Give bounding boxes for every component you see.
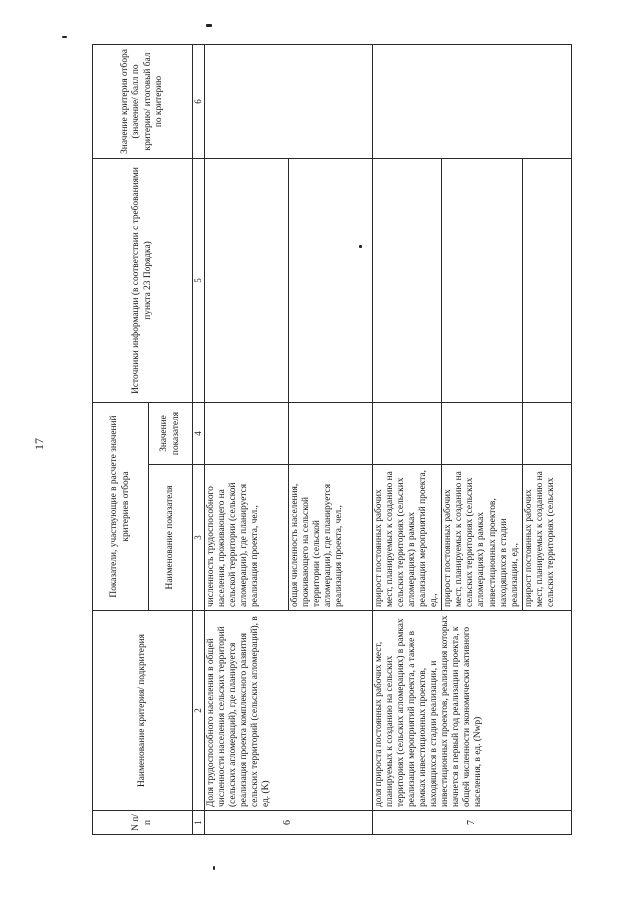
indicator-name-cell: прирост постоянных рабочих мест, планируемых к созданию на сельских территориях (сельских агломерациях) в рамках реализации мероприятий проекта, ед., <box>372 465 442 611</box>
column-number: 2 <box>193 611 205 811</box>
header-criterion-value: Значение критерия отбора (значение/ балл по критерию/ итоговый бал по критерию <box>93 45 193 159</box>
indicator-value-cell <box>442 403 523 465</box>
header-indicator-value: Значение показателя <box>149 403 193 465</box>
source-cell <box>204 159 288 403</box>
header-sources: Источники информации (в соответствии с требованиями пункта 23 Порядка) <box>93 159 193 403</box>
header-indicators-group: Показатели, участвующие в расчете значений критериев отбора <box>93 403 149 611</box>
source-cell <box>288 159 372 403</box>
header-criterion: Наименование критерия/ подкритерия <box>93 611 193 811</box>
indicator-name-cell: прирост постоянных рабочих мест, планируемых к созданию на сельских территориях (сельских <box>522 465 571 611</box>
scan-speck <box>62 36 67 38</box>
column-number: 6 <box>193 45 205 159</box>
source-cell <box>372 159 442 403</box>
criterion-value-cell <box>204 45 372 159</box>
page-number: 17 <box>32 438 46 450</box>
indicator-value-cell <box>522 403 571 465</box>
criterion-cell: Доля трудоспособного населения в общей численности населения сельских территорий (сельских агломераций), где планируется реализация проекта комплексного развития сельских территорий (сельских агломераций), в ед. (K) <box>204 611 372 811</box>
indicator-name-cell: общая численность населения, проживающего на сельской территории (сельской агломерации), где планируется реализация проекта, чел., <box>288 465 372 611</box>
source-cell <box>522 159 571 403</box>
column-number-row <box>193 45 205 835</box>
column-number: 5 <box>193 159 205 403</box>
column-number: 4 <box>193 403 205 465</box>
source-cell <box>442 159 523 403</box>
criterion-value-cell <box>372 45 571 159</box>
indicator-name-cell: численность трудоспособного населения, проживающего на сельской территории (сельской агломерации), где планируется реализация проекта, чел., <box>204 465 288 611</box>
indicator-value-cell <box>204 403 288 465</box>
column-number: 1 <box>193 811 205 835</box>
scan-speck <box>206 24 212 27</box>
indicator-value-cell <box>372 403 442 465</box>
criteria-table <box>92 44 572 835</box>
rotated-table-frame <box>92 45 572 835</box>
header-num: N п/п <box>93 811 193 835</box>
table-row <box>204 45 288 835</box>
criterion-cell: доля прироста постоянных рабочих мест, планируемых к созданию на сельских территориях (сельских агломерациях) в рамках реализации мероприятий проекта, а также в рамках инвестиционных проектов, находящихся в стадии реализации, и инвестиционных проектов, реализация которых начнется в первый год реализации проекта, к общей численности экономически активного населения, в ед. (Nwp) <box>372 611 571 811</box>
column-number: 3 <box>193 465 205 611</box>
scan-speck <box>213 866 215 870</box>
table-row <box>372 45 442 835</box>
row-number: 7 <box>372 811 571 835</box>
row-number: 6 <box>204 811 372 835</box>
indicator-name-cell: прирост постоянных рабочих мест, планируемых к созданию на сельских территориях (сельских агломерациях) в рамках инвестиционных проектов, находящихся в стадии реализации, ед., <box>442 465 523 611</box>
indicator-value-cell <box>288 403 372 465</box>
header-indicator-name: Наименование показателя <box>149 465 193 611</box>
header-row-1 <box>93 45 149 835</box>
